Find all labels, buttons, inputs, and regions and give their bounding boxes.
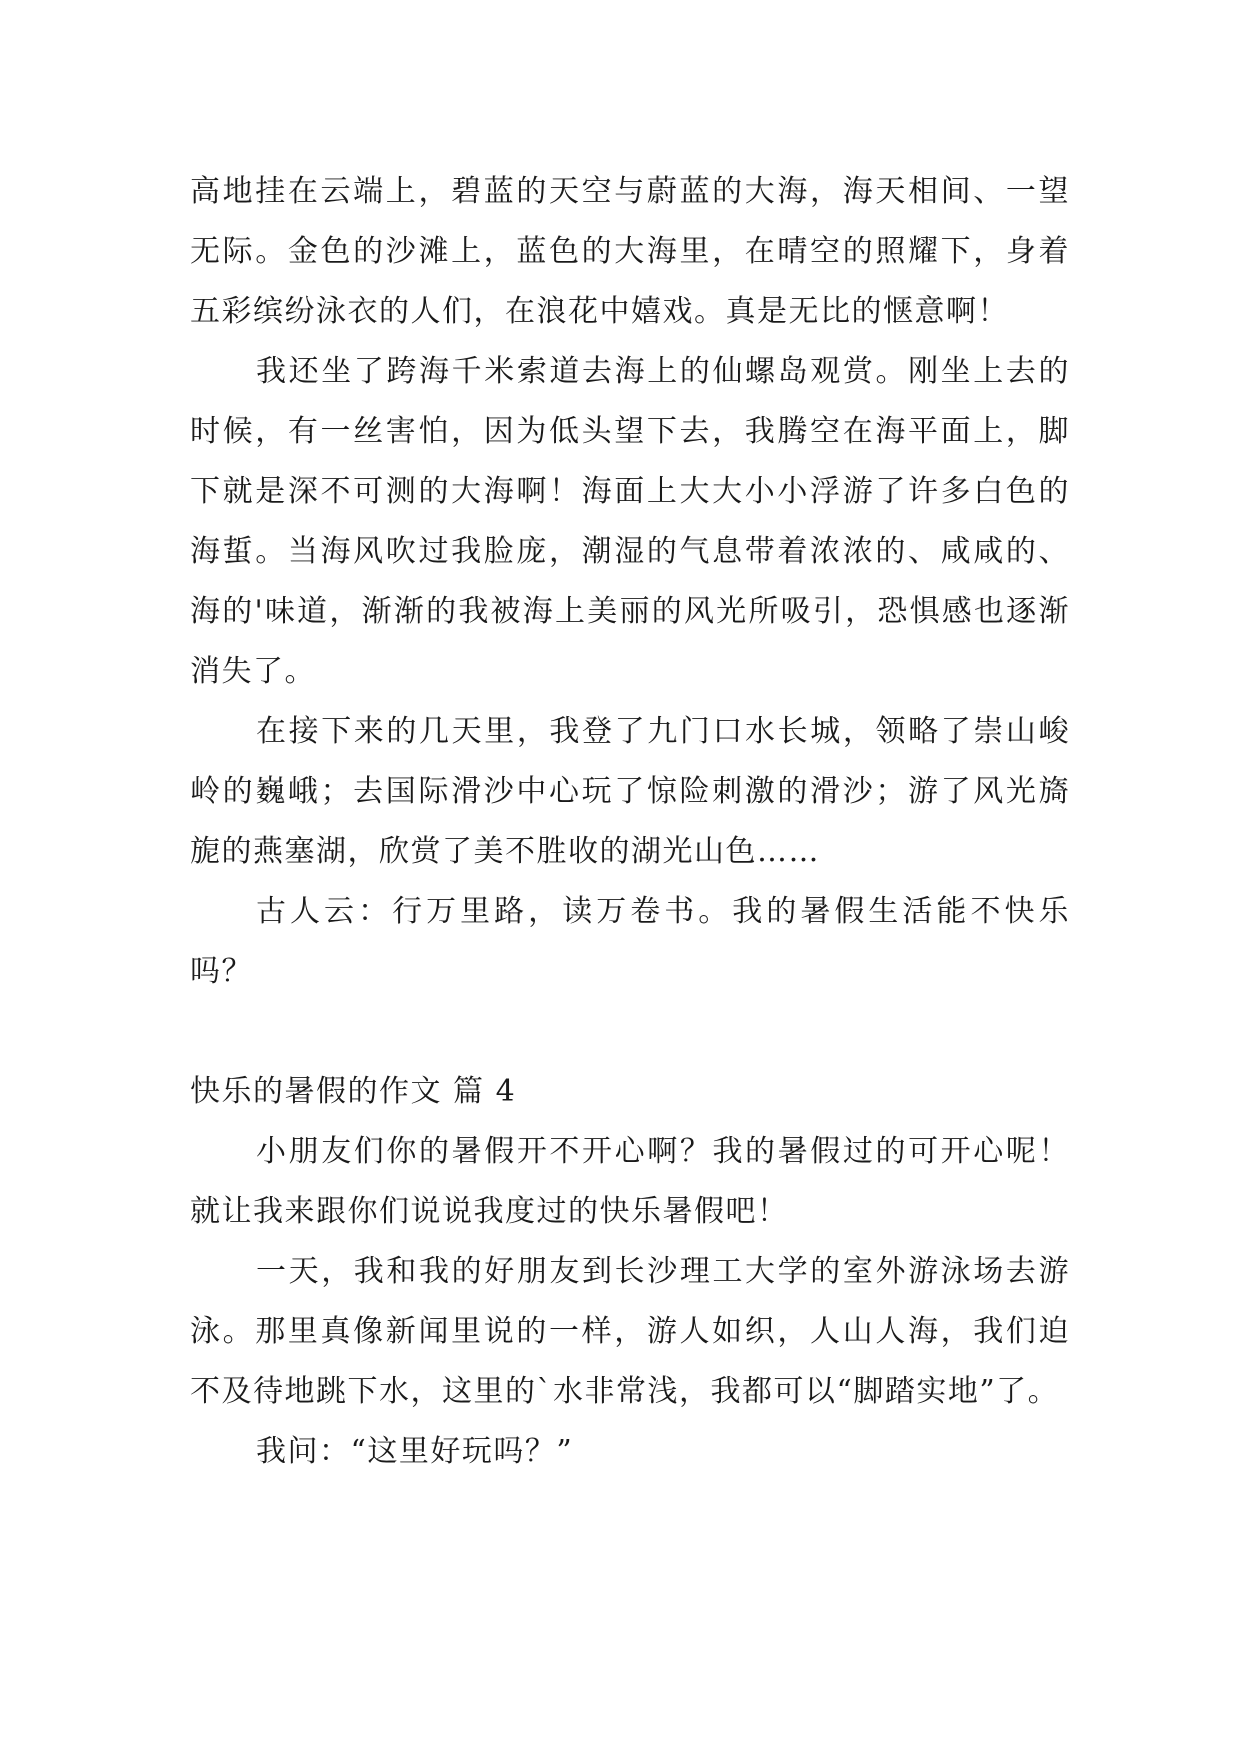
paragraph-cable-car: 我还坐了跨海千米索道去海上的仙螺岛观赏。刚坐上去的时候，有一丝害怕，因为低头望下去，我腾空在海平面上，脚下就是深不可测的大海啊！海面上大大小小浮游了许多白色的海蜇。当海风吹过我脸庞，潮湿的气息带着浓浓的、咸咸的、海的'味道，渐渐的我被海上美丽的风光所吸引，恐惧感也逐渐消失了。 xyxy=(190,354,1070,689)
paragraph-continued: 高地挂在云端上，碧蓝的天空与蔚蓝的大海，海天相间、一望无际。金色的沙滩上，蓝色的大海里，在晴空的照耀下，身着五彩缤纷泳衣的人们，在浪花中嬉戏。真是无比的惬意啊！ xyxy=(190,174,1070,329)
paragraph-ancient-saying: 古人云：行万里路，读万卷书。我的暑假生活能不快乐吗？ xyxy=(190,894,1070,989)
document-body xyxy=(190,162,1070,1482)
paragraph-question: 我问：“这里好玩吗？” xyxy=(256,1434,574,1469)
paragraph-swimming: 一天，我和我的好朋友到长沙理工大学的室外游泳场去游泳。那里真像新闻里说的一样，游人如织，人山人海，我们迫不及待地跳下水，这里的`水非常浅，我都可以“脚踏实地”了。 xyxy=(190,1254,1070,1409)
paragraph-following-days: 在接下来的几天里，我登了九门口水长城，领略了崇山峻岭的巍峨；去国际滑沙中心玩了惊险刺激的滑沙；游了风光旖旎的燕塞湖，欣赏了美不胜收的湖光山色…… xyxy=(190,714,1070,869)
paragraph-intro: 小朋友们你的暑假开不开心啊？我的暑假过的可开心呢！就让我来跟你们说说我度过的快乐暑假吧！ xyxy=(190,1134,1070,1229)
section-heading: 快乐的暑假的作文 篇 4 xyxy=(190,1074,517,1109)
